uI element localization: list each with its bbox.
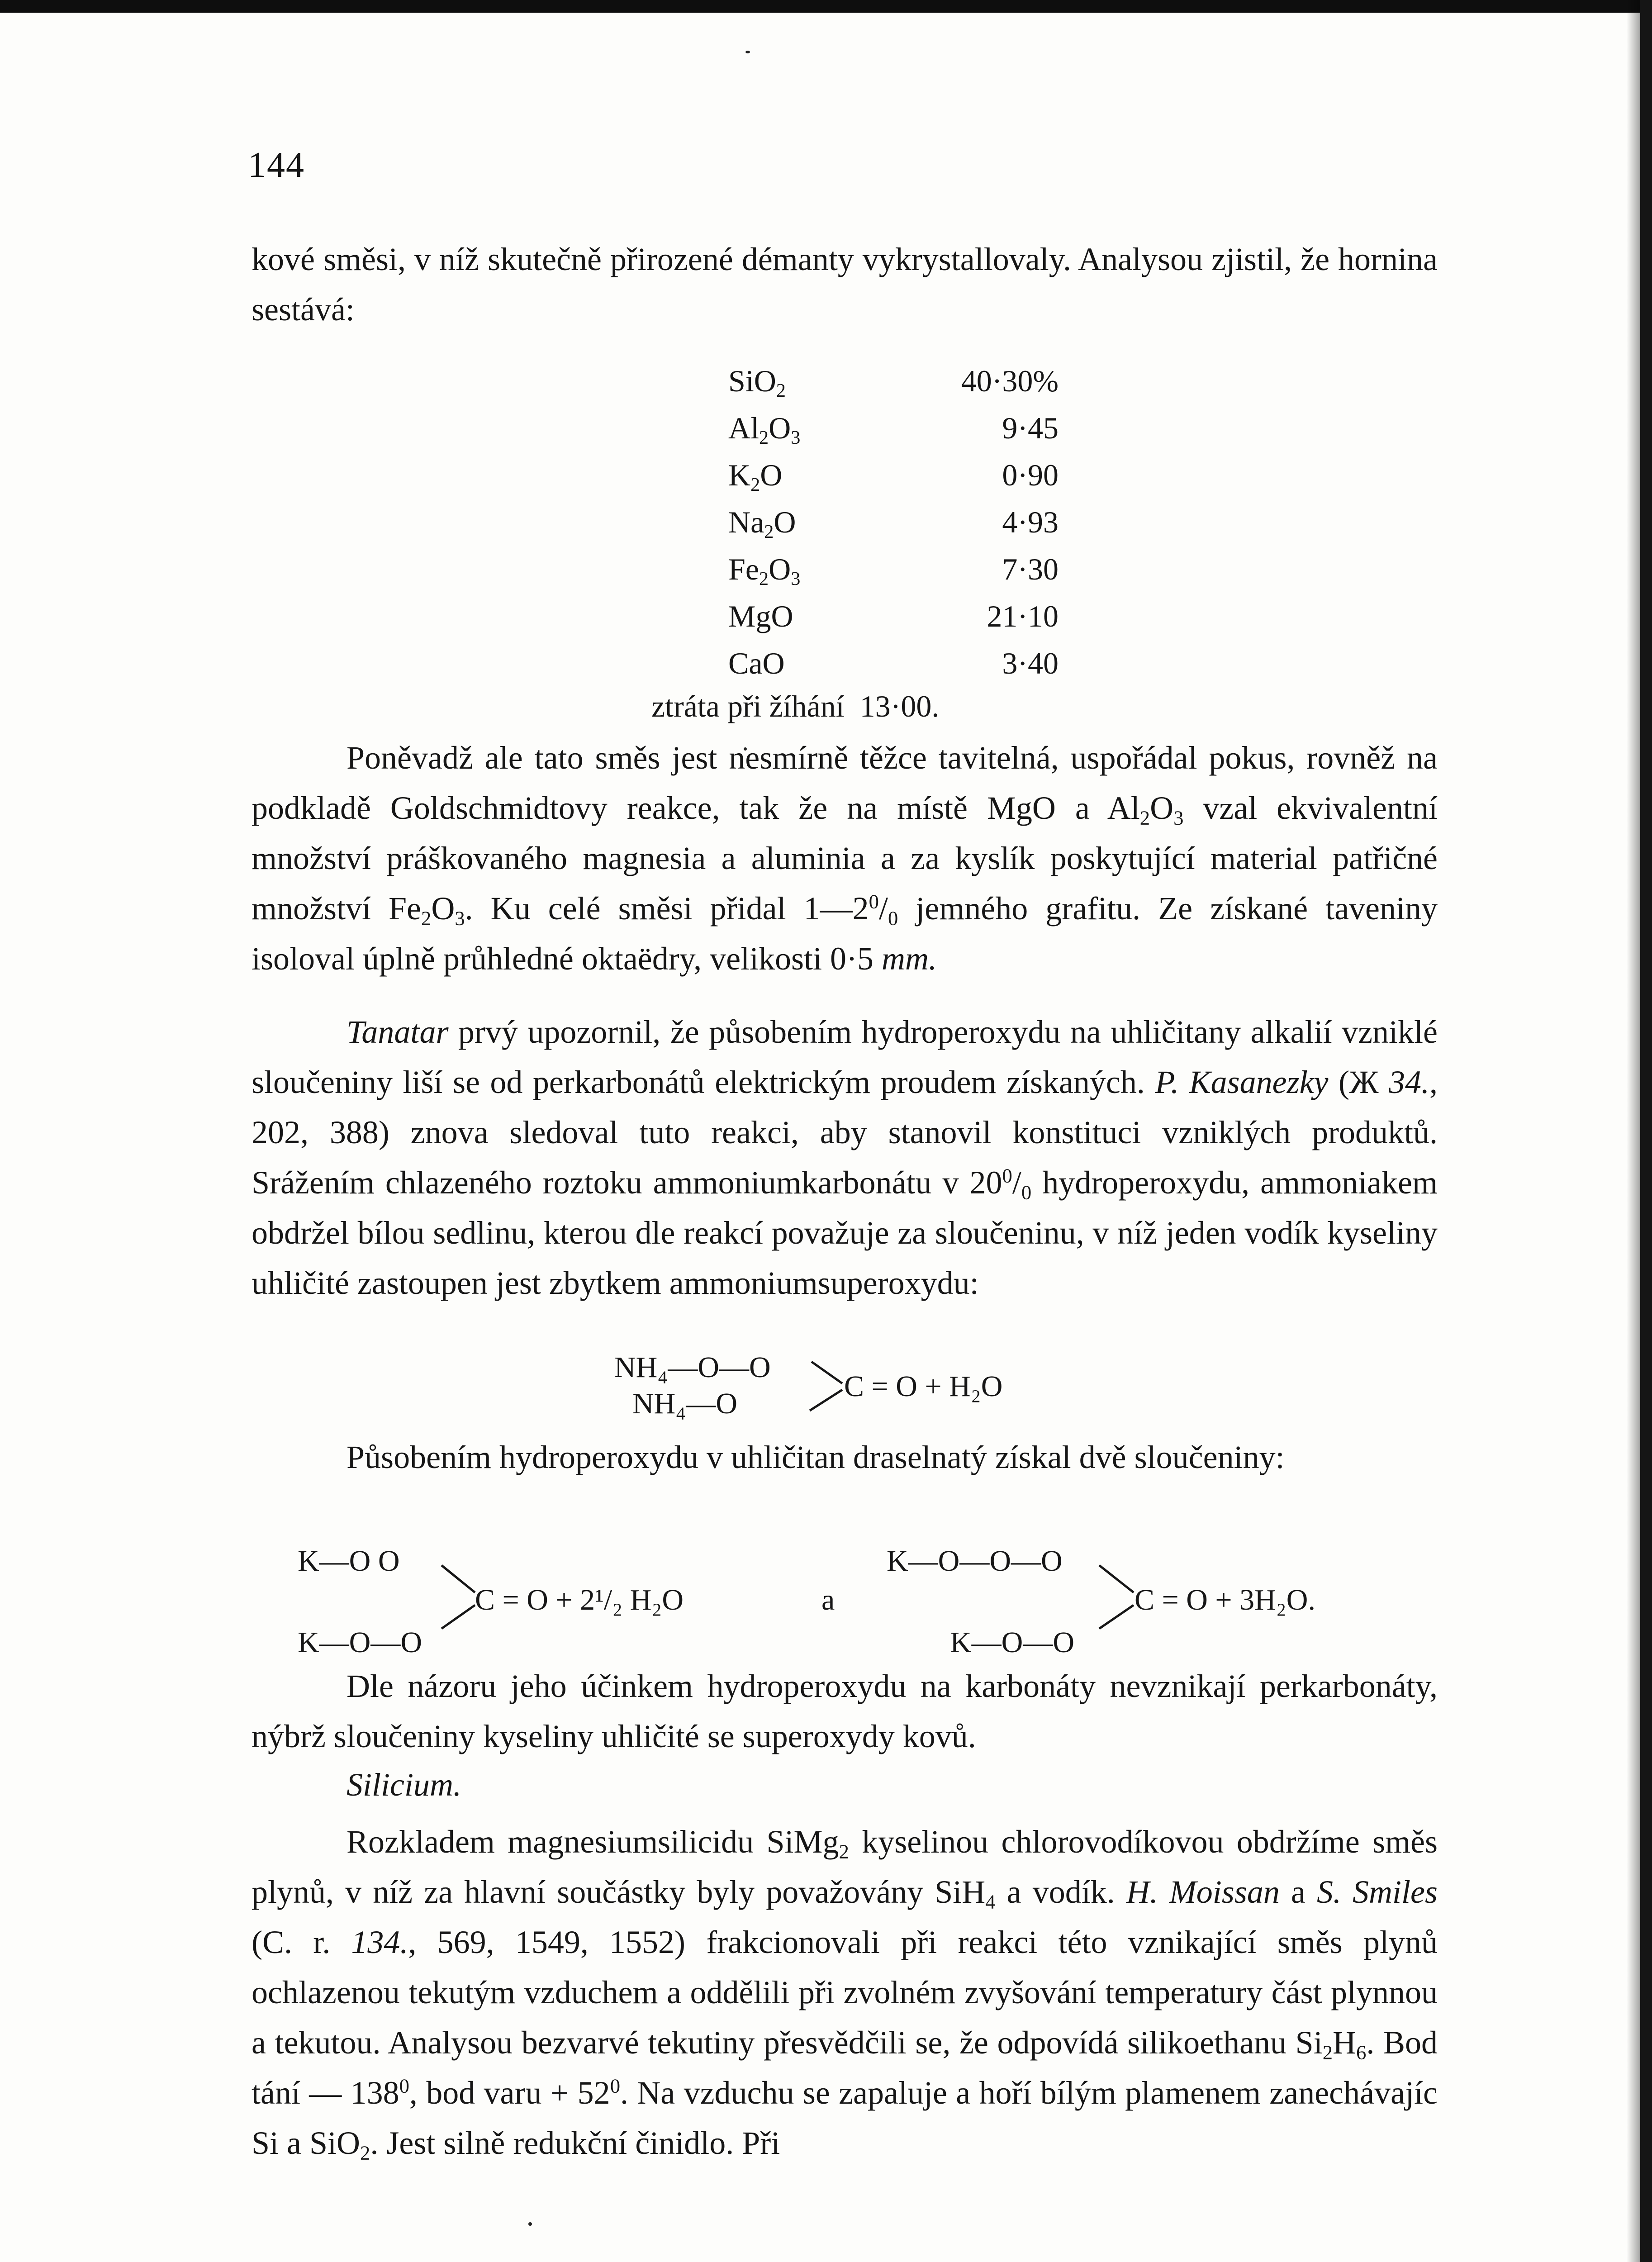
formula-line-bottom: NH₄—O <box>632 1387 737 1420</box>
formula-right-bottom: K—O—O <box>950 1626 1074 1659</box>
composition-formula: SiO$_2$ <box>728 364 786 401</box>
page-number: 144 <box>248 145 305 185</box>
paragraph-goldschmidt: Poněvadž ale tato směs jest nesmírně těžce tavitelná, uspořádal pokus, rovněž na podkladě Goldschmidtovy reakce, tak že na místě MgO a $Al_2O_3$ vzal ekvivalentní množství práškovaného magnesia a aluminia a za kyslík poskytující material patřičné množství $Fe_2O_3$. Ku celé směsi přidal $1—2^0/_0$ jemného grafitu. Ze získané taveniny isoloval úplně průhledné oktaëdry, velikosti 0·5 mm. <box>252 740 1438 977</box>
ignition-loss-value: 13·00. <box>859 689 940 723</box>
formula-left-bottom: K—O—O <box>298 1626 422 1659</box>
composition-value: 7·30 <box>1002 552 1059 586</box>
formula-left-rest: C = O + 2¹/₂ H₂O <box>475 1583 684 1616</box>
composition-formula: $Fe_2O_3$ <box>728 552 801 589</box>
formula-rest: C = O + H₂O <box>844 1370 1003 1403</box>
composition-formula: $Na_2O$ <box>728 505 796 542</box>
composition-value: 0·90 <box>1002 458 1059 492</box>
composition-value: 4·93 <box>1002 505 1059 539</box>
composition-value: 3·40 <box>1002 646 1059 680</box>
paragraph-silicium: Rozkladem magnesiumsilicidu SiMg$_2$ kyselinou chlorovodíkovou obdržíme směs plynů, v níž za hlavní součástky byly považovány SiH$_4$ a vodík. H. Moissan a S. Smiles (C. r. 134., 569, 1549, 1552) frakcionovali při reakci této vznikající směs plynů ochlazenou tekutým vzduchem a oddělili při zvolném zvyšování temperatury část plynnou a tekutou. Analysou bezvarvé tekutiny přesvědčili se, že odpovídá silikoethanu $Si_2H_6$. Bod tání — $138^0$, bod varu + $52^0$. Na vzduchu se zapaluje a hoří bílým plamenem zanechávajíc Si a SiO$_2$. Jest silně redukční činidlo. Při <box>252 1824 1438 2164</box>
paragraph-percarbonates: Tanatar prvý upozornil, že působením hydroperoxydu na uhličitany alkalií vzniklé sloučeniny liší se od perkarbonátů elektrickým proudem získaných. P. Kasanezky (Ж 34., 202, 388) znova sledoval tuto reakci, aby stanovil konstituci vzniklých produktů. Srážením chlazeného roztoku ammoniumkarbonátu v $20^0/_0$ hydroperoxydu, ammoniakem obdržel bílou sedlinu, kterou dle reakcí považuje za sloučeninu, v níž jeden vodík kyseliny uhličité zastoupen jest zbytkem ammoniumsuperoxydu: <box>252 1014 1438 1301</box>
formula-conjunction: a <box>821 1583 835 1616</box>
ignition-loss-label: ztráta při žíhání <box>651 689 845 723</box>
intro-paragraph: kové směsi, v níž skutečně přirozené démanty vykrystallovaly. Analysou zjistil, že hornina sestává: <box>252 241 1438 328</box>
composition-value: 40·30% <box>961 364 1059 398</box>
section-heading-silicium: Silicium. <box>347 1767 461 1803</box>
composition-formula: CaO <box>728 646 785 680</box>
composition-formula: $K_2O$ <box>728 458 783 495</box>
composition-formula: $Al_2O_3$ <box>728 411 801 448</box>
composition-value: 9·45 <box>1002 411 1059 445</box>
formula-left-top: K—O O <box>298 1544 400 1578</box>
formula-right-top: K—O—O—O <box>887 1544 1063 1578</box>
paragraph-potassium: Působením hydroperoxydu v uhličitan draselnatý získal dvě sloučeniny: <box>347 1439 1285 1475</box>
formula-line-top: NH₄—O—O <box>614 1351 771 1384</box>
formula-right-rest: C = O + 3H₂O. <box>1135 1583 1315 1616</box>
composition-formula: MgO <box>728 599 793 633</box>
paragraph-opinion: Dle názoru jeho účinkem hydroperoxydu na karbonáty nevznikají perkarbonáty, nýbrž sloučeniny kyseliny uhličité se superoxydy kovů. <box>252 1668 1438 1754</box>
composition-value: 21·10 <box>987 599 1059 633</box>
